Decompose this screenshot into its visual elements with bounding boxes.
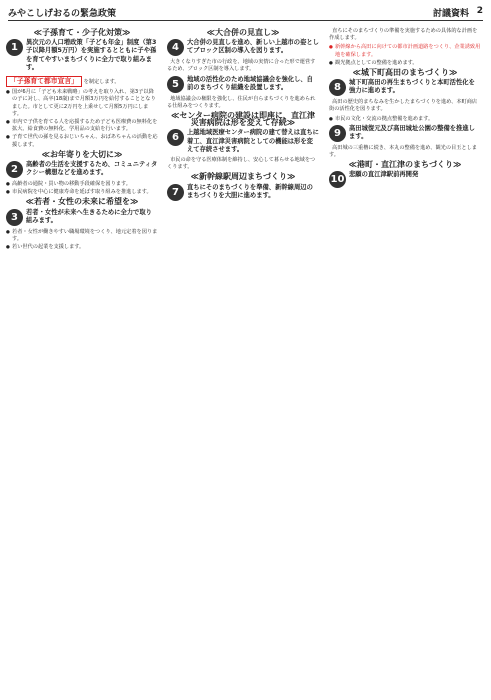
policy-banner: [167, 39, 319, 56]
list-item: ● 国が6月に「子ども未来戦略」の考えを取り入れ、第3子以降の子に対し、高卒(18歳)まで月額3万円を給付することとなりました。市として更に2万円を上乗せして月額5万円にします。: [6, 89, 158, 118]
section-title: ≪城下町高田のまちづくり≫: [352, 68, 458, 78]
column-1: [6, 28, 158, 253]
list-item: ● 観光拠点としての整備を進めます。: [329, 60, 481, 67]
number-circle: 3: [6, 209, 23, 226]
page-number: 2: [476, 6, 483, 16]
page-header: [8, 6, 483, 21]
body-text: 高田城の三重櫓に続き、本丸の整備を進め、観光の目玉とします。: [329, 144, 477, 159]
section-title: ≪大合併の見直し≫: [206, 28, 280, 37]
policy-banner: [329, 79, 481, 96]
list-item: ● 若者・女性が働きやすい職場環境をつくり、地元定着を図ります。: [6, 229, 158, 243]
section-title: ≪センター病院の建設は即座に、直江津災害病院は形を変えて存続≫: [170, 111, 316, 128]
number-circle: 6: [167, 129, 184, 146]
banner-text: 若者・女性が未来へ生きるために全力で取り組みます。: [26, 208, 152, 224]
banner-text: 悲願の直江津駅前再開発: [349, 171, 419, 179]
body-text: 市民の命を守る医療体制を維持し、安心して暮らせる地域をつくります。: [167, 157, 316, 171]
callout-box: 「子孫育て都市宣言」: [6, 76, 82, 87]
section-title: ≪新幹線駅周辺まちづくり≫: [190, 172, 296, 182]
body-text: 直ちにそのまちづくりの準備を実施するための具体的な計画を作成します。: [329, 28, 478, 42]
section-title: ≪若者・女性の未来に希望を≫: [25, 197, 139, 207]
bullet-list: [6, 229, 158, 252]
policy-banner: [329, 171, 481, 188]
list-item: ● 新幹線から高田に向けての都市計画道路をつくり、企業誘致用地を確保します。: [329, 44, 481, 58]
section-title: ≪子孫育て・少子化対策≫: [33, 28, 131, 37]
bullet-list: [6, 181, 158, 196]
policy-banner: [167, 129, 319, 154]
banner-text: 大合併の見直しを進め、新しい上越市の姿としてブロック区制の導入を図ります。: [187, 39, 319, 55]
section-title: ≪港町・直江津のまちづくり≫: [348, 160, 462, 170]
number-circle: 10: [329, 171, 346, 188]
list-item: ● 若い世代の起業を支援します。: [6, 244, 158, 251]
number-circle: 4: [167, 39, 184, 56]
list-item: ● 市民病院を中心に健康寿命を延ばす取り組みを推進します。: [6, 189, 158, 196]
number-circle: 7: [167, 184, 184, 201]
bullet-list: [329, 116, 481, 123]
doc-label: 討議資料: [432, 9, 469, 19]
section-title: ≪お年寄りを大切に≫: [41, 149, 123, 159]
body-text: 高田の歴史的まちなみを生かしたまちづくりを進め、本町商店街の活性化を図ります。: [329, 99, 478, 113]
banner-text: 城下町高田の再生まちづくりと本町活性化を強力に進めます。: [349, 79, 475, 95]
policy-banner: [167, 76, 319, 93]
banner-text: 上越地域医療センター病院の建て替えは直ちに着工、直江津災害病院としての機能は形を変えて存続させます。: [187, 129, 319, 153]
number-circle: 1: [6, 39, 23, 56]
banner-text: 高田城復元及び高田城址公園の整備を推進します。: [349, 124, 475, 141]
number-circle: 5: [167, 76, 184, 93]
number-circle: 9: [329, 125, 346, 142]
number-circle: 2: [6, 161, 23, 178]
policy-banner: [329, 125, 481, 142]
list-item: ● 高齢者の通院・買い物の移動手段確保を図ります。: [6, 181, 158, 188]
list-item: ● 市内で子供を育てる人を応援するため子ども医療費の無料化を拡大、給食費の無料化、学用品の支給を行います。: [6, 119, 158, 133]
banner-text: 地域の活性化のため地域協議会を強化し、自前のまちづくり組織を設置します。: [187, 75, 313, 91]
column-2: [167, 28, 319, 204]
policy-banner: [6, 161, 158, 178]
banner-text: 高齢者の生活を支援するため、コミュニティタクシー構想などを進めます。: [26, 161, 158, 177]
page-title: みやこしげおるの緊急政策: [8, 9, 117, 19]
banner-text: 直ちにそのまちづくりを準備、新幹線周辺のまちづくりを大胆に進めます。: [187, 183, 313, 199]
list-item: ● 子育て世代の孫を見るおじいちゃん、おばあちゃんの活動を応援します。: [6, 134, 158, 148]
body-text: 地域協議会の権限を強化し、住民が自らまちづくりを進められる仕組みをつくります。: [167, 95, 316, 109]
list-item: ● 市民の文化・交流の拠点整備を進めます。: [329, 116, 481, 123]
column-3: [329, 28, 481, 191]
bullet-list: [6, 89, 158, 149]
bullet-list: [329, 44, 481, 67]
body-text: 大きくなりすぎた市の行政を、地域の実情に合った形で運営するため、ブロック区制を導入します。: [167, 59, 316, 73]
number-circle: 8: [329, 79, 346, 96]
policy-banner: [6, 39, 158, 72]
policy-banner: [167, 184, 319, 201]
policy-banner: [6, 209, 158, 226]
callout-tail: を制定します。: [83, 79, 120, 86]
banner-text: 異次元の人口増政策「子ども年金」制度（第3子以降月額5万円）を実施するとともに子や孫を育てやすいまちづくりに全力で取り組みます。: [26, 39, 157, 71]
